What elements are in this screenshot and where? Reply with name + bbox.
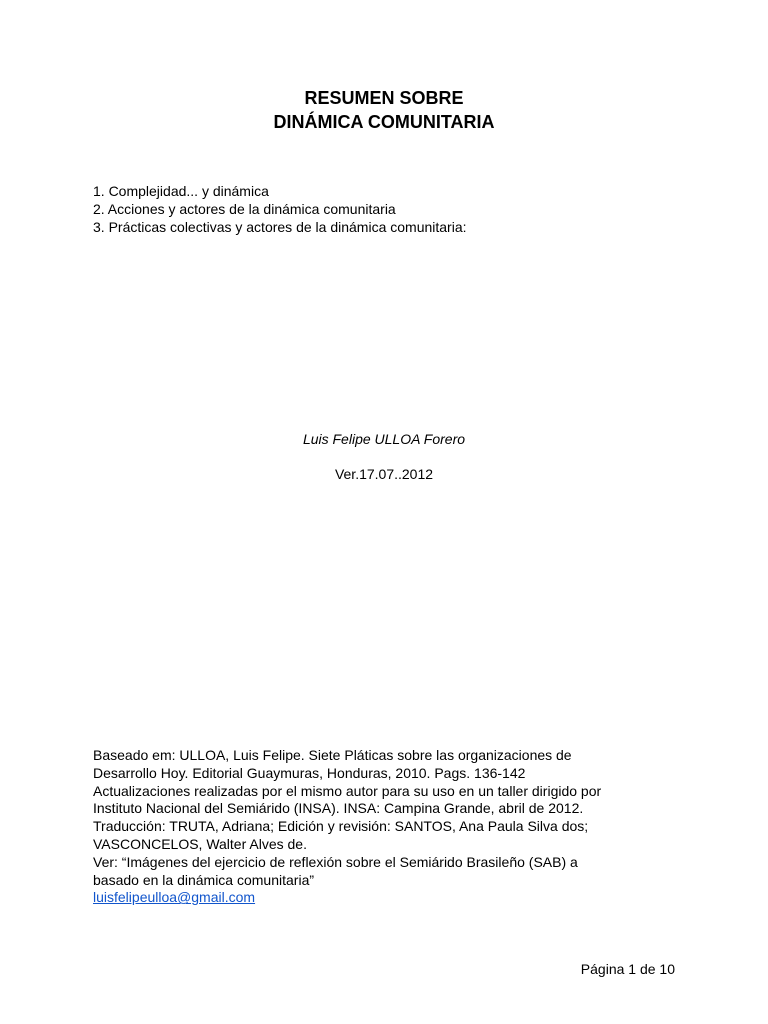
title-line-1: RESUMEN SOBRE: [304, 88, 464, 108]
credits-line: Baseado em: ULLOA, Luis Felipe. Siete Pláticas sobre las organizaciones de: [93, 747, 572, 763]
credits-line: Actualizaciones realizadas por el mismo autor para su uso en un taller dirigido por: [93, 782, 602, 799]
credits-line: Traducción: TRUTA, Adriana; Edición y revisión: SANTOS, Ana Paula Silva dos;: [93, 818, 589, 835]
credits-line: Desarrollo Hoy. Editorial Guaymuras, Honduras, 2010. Pags. 136-142: [93, 764, 526, 781]
page-number: Página 1 de 10: [580, 961, 675, 977]
author-name: Luis Felipe ULLOA Forero: [302, 431, 466, 447]
credits-line: VASCONCELOS, Walter Alves de.: [93, 835, 307, 852]
table-of-contents: [93, 182, 467, 236]
title-line-2: DINÁMICA COMUNITARIA: [273, 112, 495, 132]
credits-line: basado en la dinámica comunitaria”: [93, 871, 315, 888]
email-link[interactable]: luisfelipeulloa@gmail.com: [93, 889, 256, 906]
credits-block: [93, 747, 653, 907]
credits-line: Instituto Nacional del Semiárido (INSA). INSA: Campina Grande, abril de 2012.: [93, 800, 584, 817]
document-title: [0, 86, 768, 134]
toc-item: 3. Prácticas colectivas y actores de la dinámica comunitaria:: [93, 219, 467, 235]
credits-line: Ver: “Imágenes del ejercicio de reflexión sobre el Semiárido Brasileño (SAB) a: [93, 853, 578, 870]
toc-item: 1. Complejidad... y dinámica: [93, 183, 269, 199]
toc-item: 2. Acciones y actores de la dinámica comunitaria: [93, 201, 396, 217]
version-label: Ver.17.07..2012: [334, 466, 434, 482]
